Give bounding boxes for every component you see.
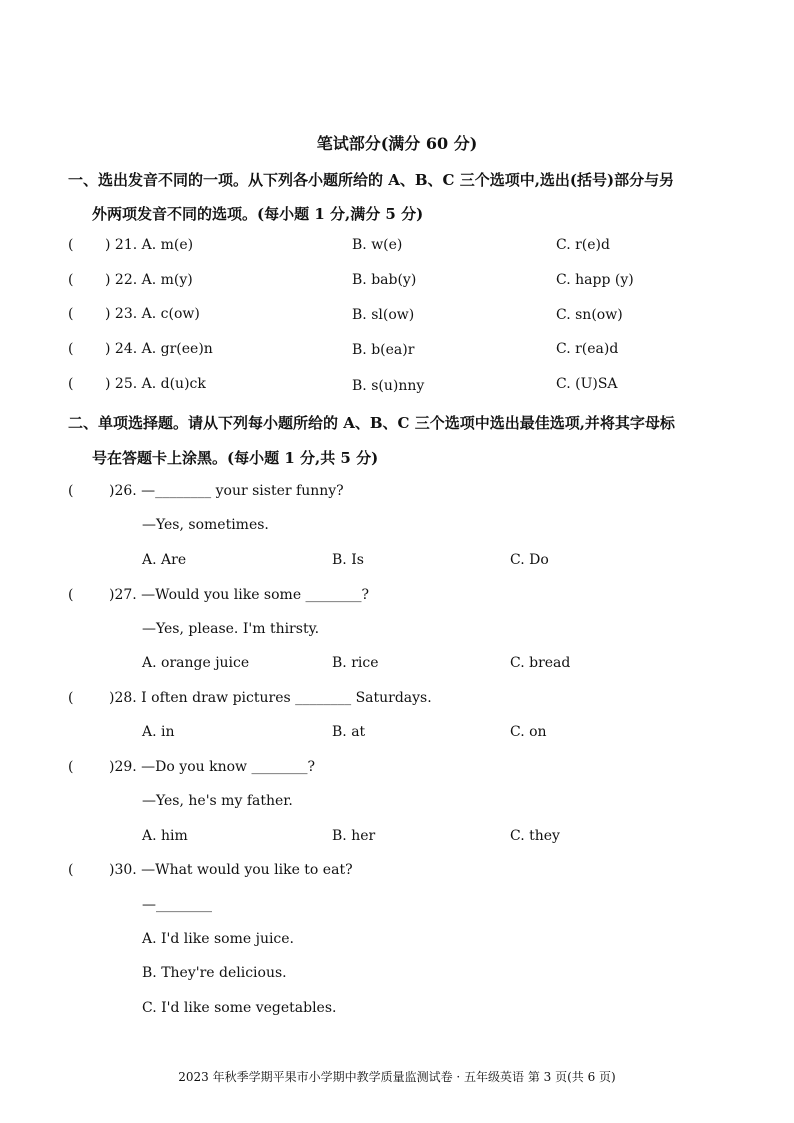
q22-paren[interactable]: ( [68, 272, 74, 288]
q25-paren[interactable]: ( [68, 376, 74, 392]
q27-reply: —Yes, please. I'm thirsty. [142, 621, 320, 637]
q26-option-a: A. Are [142, 552, 187, 568]
q28-paren[interactable]: ( [68, 690, 74, 706]
q30-paren[interactable]: ( [68, 862, 74, 878]
q21-option-b: B. w(e) [352, 237, 403, 253]
q29-option-b: B. her [332, 828, 376, 844]
q29-option-a: A. him [142, 828, 188, 844]
q22-option-c: C. happ (y) [556, 272, 634, 288]
q30-option-c: C. I'd like some vegetables. [142, 1000, 337, 1016]
q24-paren[interactable]: ( [68, 341, 74, 357]
q29-option-c: C. they [510, 828, 560, 844]
page-title: 笔试部分(满分 60 分) [316, 134, 478, 153]
q29-reply: —Yes, he's my father. [142, 793, 293, 809]
q21-option-c: C. r(e)d [556, 237, 610, 253]
q30-reply: —________ [142, 897, 212, 913]
q27-option-c: C. bread [510, 655, 571, 671]
page-footer: 2023 年秋季学期平果市小学期中教学质量监测试卷 · 五年级英语 第 3 页(共 6 页) [178, 1070, 616, 1084]
q22-option-a: ) 22. A. m(y) [105, 272, 193, 288]
q28-option-a: A. in [142, 724, 175, 740]
q27-option-a: A. orange juice [142, 655, 250, 671]
q27-paren[interactable]: ( [68, 587, 74, 603]
q28-stem: )28. I often draw pictures ________ Saturdays. [109, 690, 432, 706]
q26-reply: —Yes, sometimes. [142, 517, 269, 533]
q26-option-c: C. Do [510, 552, 549, 568]
section2-heading-line2: 号在答题卡上涂黑。(每小题 1 分,共 5 分) [92, 449, 379, 467]
q26-paren[interactable]: ( [68, 483, 74, 499]
section1-heading-line2: 外两项发音不同的选项。(每小题 1 分,满分 5 分) [92, 205, 424, 223]
q24-option-c: C. r(ea)d [556, 341, 619, 357]
q23-option-a: ) 23. A. c(ow) [105, 306, 200, 322]
q21-paren[interactable]: ( [68, 237, 74, 253]
q23-option-b: B. sl(ow) [352, 307, 415, 323]
q22-option-b: B. bab(y) [352, 272, 417, 288]
q21-option-a: ) 21. A. m(e) [105, 237, 194, 253]
q24-option-a: ) 24. A. gr(ee)n [105, 341, 213, 357]
q26-stem: )26. —________ your sister funny? [109, 483, 344, 499]
q23-paren[interactable]: ( [68, 306, 74, 322]
section1-heading-line1: 一、选出发音不同的一项。从下列各小题所给的 A、B、C 三个选项中,选出(括号)部分与另 [68, 171, 675, 189]
q25-option-c: C. (U)SA [556, 376, 618, 392]
section2-heading-line1: 二、单项选择题。请从下列每小题所给的 A、B、C 三个选项中选出最佳选项,并将其字母标 [68, 414, 675, 432]
q25-option-a: ) 25. A. d(u)ck [105, 376, 206, 392]
q24-option-b: B. b(ea)r [352, 342, 415, 358]
q29-paren[interactable]: ( [68, 759, 74, 775]
q23-option-c: C. sn(ow) [556, 307, 623, 323]
q27-option-b: B. rice [332, 655, 379, 671]
q30-stem: )30. —What would you like to eat? [109, 862, 353, 878]
q28-option-b: B. at [332, 724, 366, 740]
q30-option-a: A. I'd like some juice. [142, 931, 295, 947]
q26-option-b: B. Is [332, 552, 364, 568]
q30-option-b: B. They're delicious. [142, 965, 287, 981]
q27-stem: )27. —Would you like some ________? [109, 587, 370, 603]
q25-option-b: B. s(u)nny [352, 378, 425, 394]
q29-stem: )29. —Do you know ________? [109, 759, 315, 775]
q28-option-c: C. on [510, 724, 547, 740]
